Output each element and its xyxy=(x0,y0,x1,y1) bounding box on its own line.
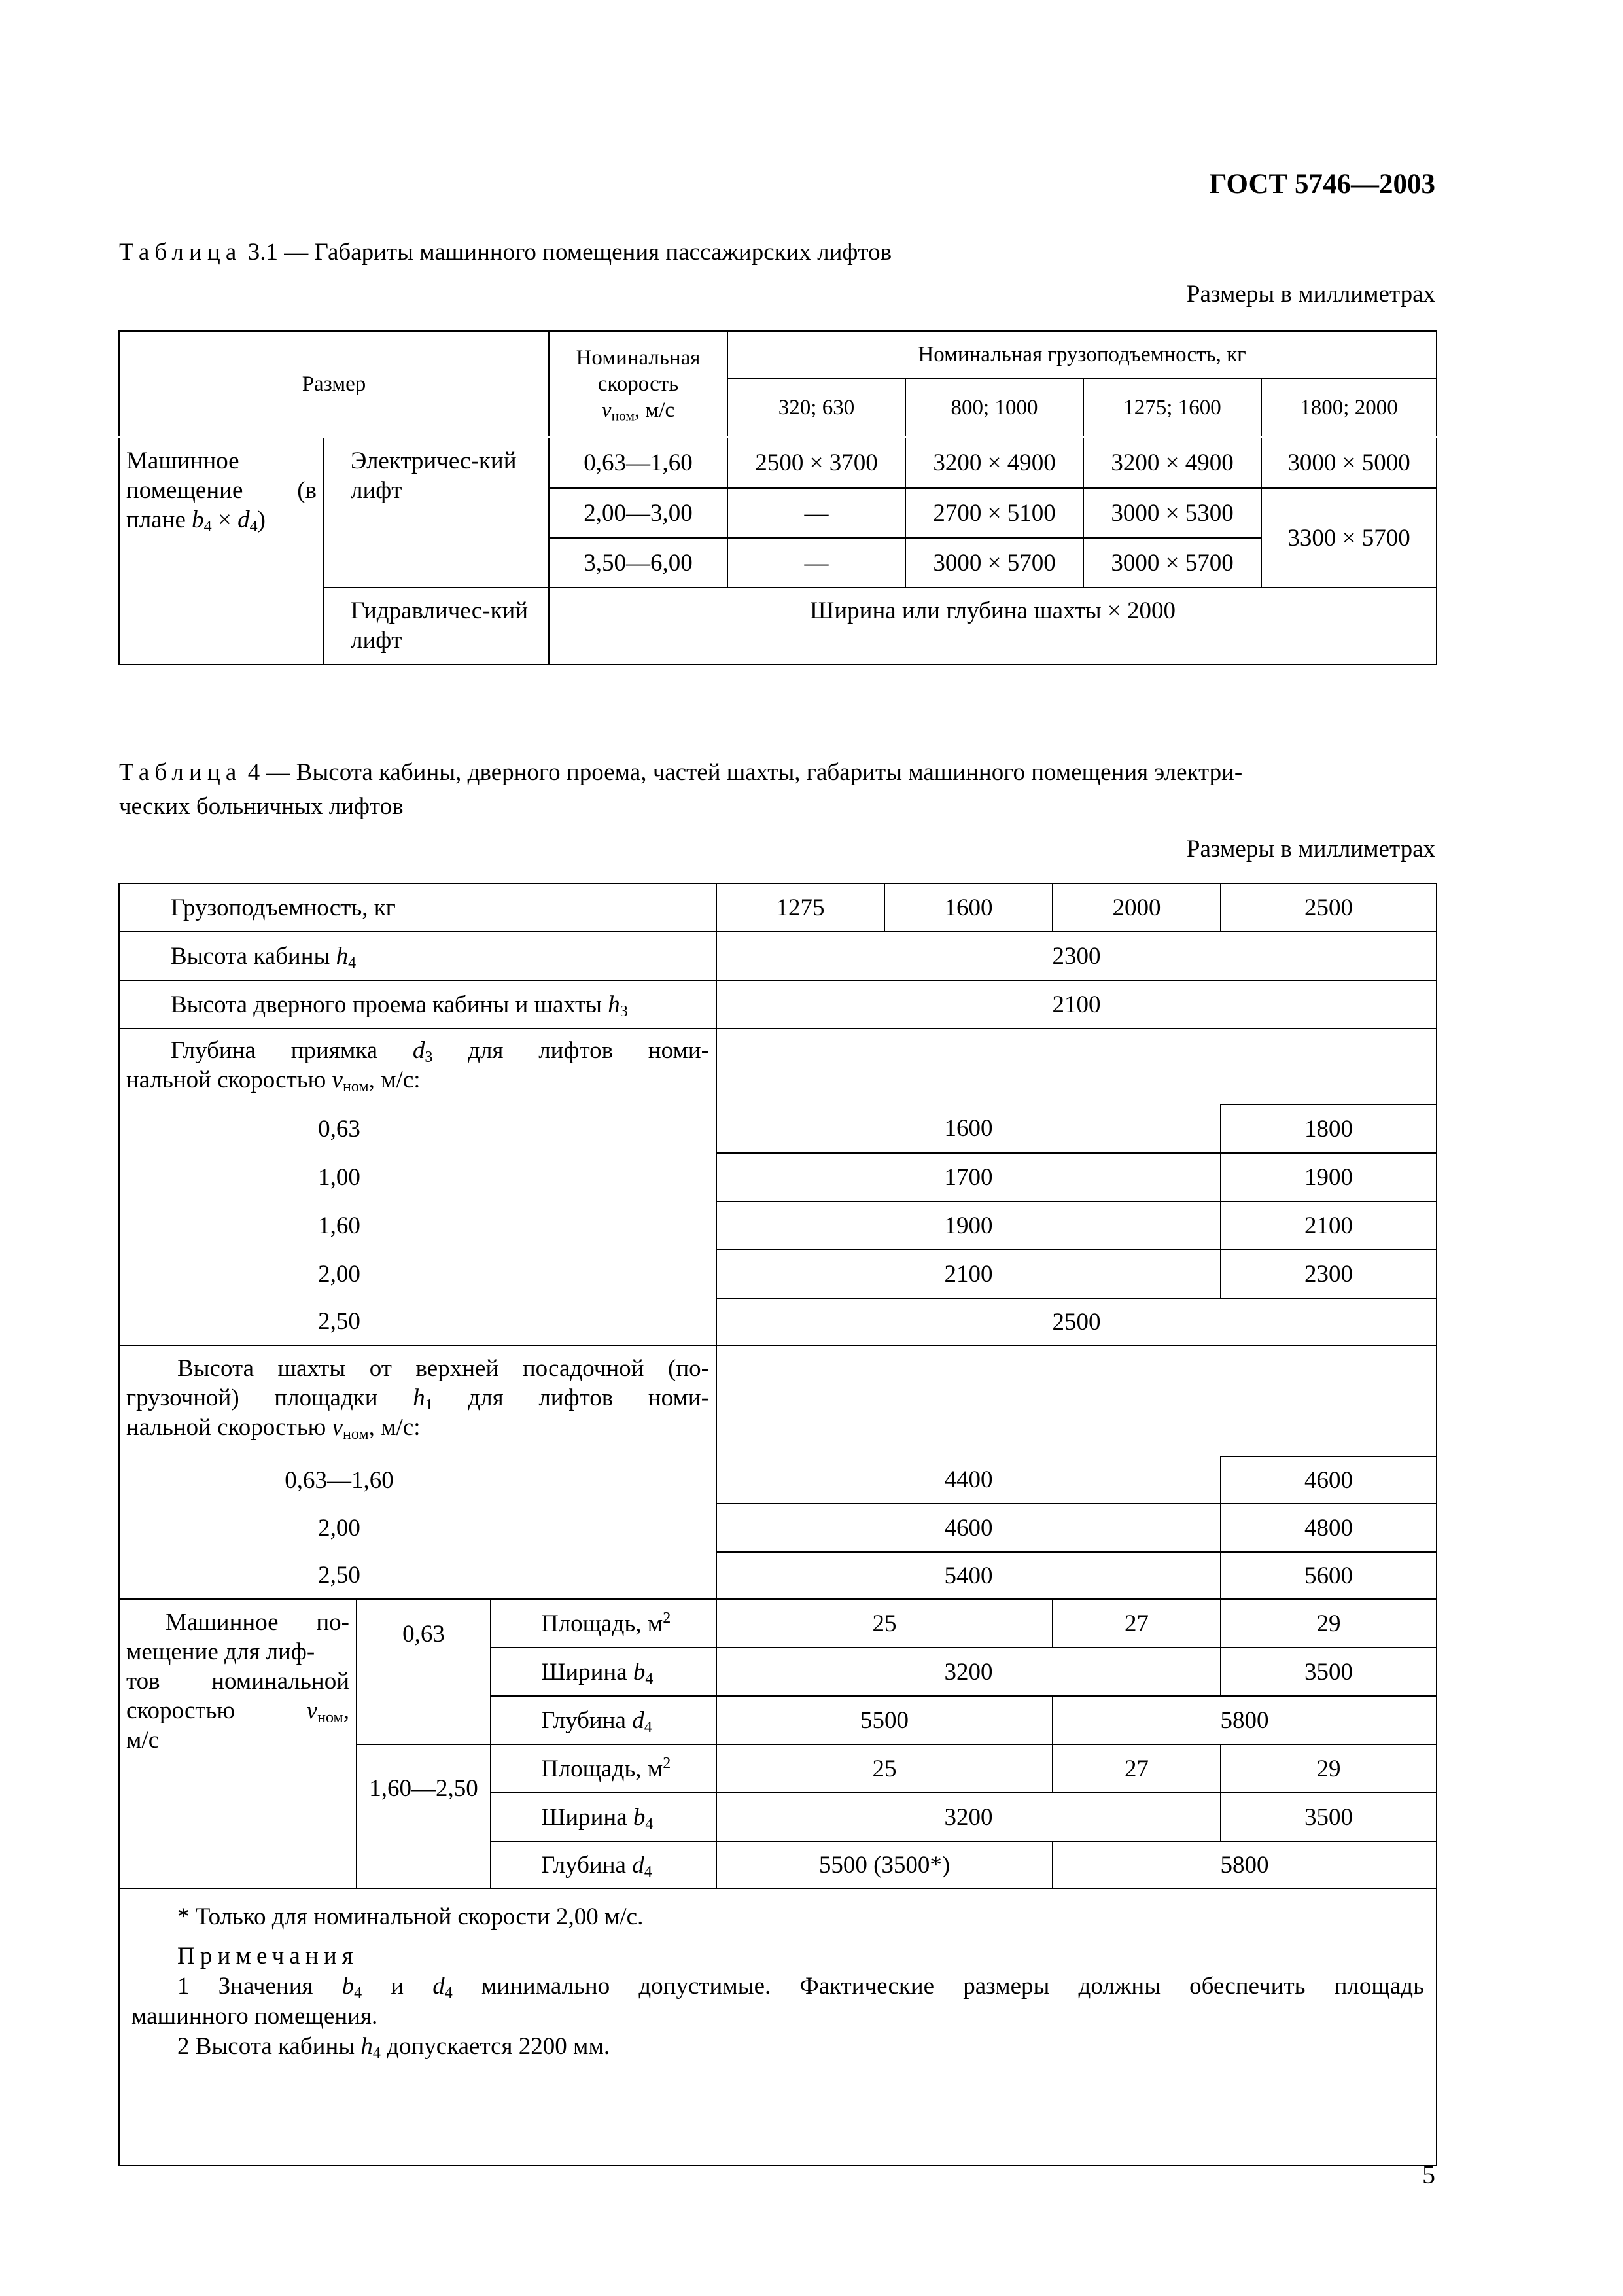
pit-value: 1800 xyxy=(1221,1104,1437,1153)
shaft-value: 5400 xyxy=(716,1552,1221,1599)
header-cap-col: 1800; 2000 xyxy=(1261,378,1437,437)
door-height-label: Высота дверного проема кабины и шахты $h_3$ xyxy=(119,980,716,1029)
pit-value: 1600 xyxy=(716,1104,1221,1153)
mr-value: 5800 xyxy=(1053,1696,1437,1744)
mr-speed: 1,60—2,50 xyxy=(357,1744,491,1888)
capacity-cell: 2000 xyxy=(1053,883,1221,932)
pit-blank xyxy=(716,1029,1437,1104)
header-speed xyxy=(549,331,727,437)
mr-depth-label: Глубина $d_4$ xyxy=(491,1841,716,1888)
mr-line-5: м/с xyxy=(126,1727,160,1754)
note-2: 2 Высота кабины $h_4$ допускается 2200 мм. xyxy=(177,2033,610,2062)
merged-value-cell: 3300 × 5700 xyxy=(1261,488,1437,588)
shaft-line-3: нальной скоростью $v_{ном}$, м/с: xyxy=(126,1414,421,1443)
pit-value: 2100 xyxy=(1221,1201,1437,1250)
value-cell: 3000 × 5000 xyxy=(1261,437,1437,488)
mr-value: 5500 (3500*) xyxy=(716,1841,1053,1888)
document-code: ГОСТ 5746—2003 xyxy=(1209,169,1435,200)
capacity-cell: 1275 xyxy=(716,883,884,932)
header-cap-col: 320; 630 xyxy=(727,378,905,437)
pit-value: 2300 xyxy=(1221,1250,1437,1298)
mr-width-label: Ширина $b_4$ xyxy=(491,1793,716,1841)
pit-speed: 0,63 xyxy=(119,1104,716,1153)
value-cell: 3000 × 5300 xyxy=(1083,488,1261,538)
pit-value: 1900 xyxy=(716,1201,1221,1250)
caption-line-2: ческих больничных лифтов xyxy=(119,793,404,820)
pit-value: 1700 xyxy=(716,1153,1221,1201)
shaft-value: 5600 xyxy=(1221,1552,1437,1599)
mr-value: 5500 xyxy=(716,1696,1053,1744)
table-3-1-units: Размеры в миллиметрах xyxy=(1186,281,1435,308)
pit-value: 1900 xyxy=(1221,1153,1437,1201)
speed-cell: 2,00—3,00 xyxy=(549,488,727,538)
machine-room-label xyxy=(119,1599,357,1888)
value-cell: 3200 × 4900 xyxy=(905,437,1083,488)
value-cell: 2500 × 3700 xyxy=(727,437,905,488)
capacity-cell: 1600 xyxy=(884,883,1053,932)
pit-line-1: Глубина приямка $d_3$ для лифтов номи- xyxy=(171,1037,710,1066)
shaft-value: 4400 xyxy=(716,1457,1221,1504)
table-4-units: Размеры в миллиметрах xyxy=(1186,836,1435,862)
machine-room-label: Машинное помещение (в плане $b_4 \times d_4$) xyxy=(119,437,324,665)
header-speed-l2: скорость xyxy=(597,372,679,396)
pit-speed: 1,00 xyxy=(119,1153,716,1201)
value-cell: 2700 × 5100 xyxy=(905,488,1083,538)
mr-line-3: тов номинальной xyxy=(126,1668,349,1695)
speed-cell: 3,50—6,00 xyxy=(549,538,727,588)
header-speed-l3: $v_{ном}$, м/с xyxy=(601,398,675,423)
shaft-value: 4600 xyxy=(716,1504,1221,1552)
mr-value: 27 xyxy=(1053,1599,1221,1648)
table-3-1 xyxy=(118,330,1437,665)
mr-width-label: Ширина $b_4$ xyxy=(491,1648,716,1696)
header-cap-col: 800; 1000 xyxy=(905,378,1083,437)
mr-line-4: скоростью $v_{ном}$, xyxy=(126,1697,349,1726)
pit-value: 2100 xyxy=(716,1250,1221,1298)
pit-speed: 1,60 xyxy=(119,1201,716,1250)
mr-value: 3200 xyxy=(716,1648,1221,1696)
shaft-speed: 2,00 xyxy=(119,1504,716,1552)
value-cell: 3200 × 4900 xyxy=(1083,437,1261,488)
capacity-label: Грузоподъемность, кг xyxy=(119,883,716,932)
table-4 xyxy=(118,883,1437,2166)
mr-speed: 0,63 xyxy=(357,1599,491,1744)
notes-cell xyxy=(119,1888,1437,2166)
pit-speed: 2,50 xyxy=(119,1298,716,1345)
door-height-value: 2100 xyxy=(716,980,1437,1029)
mr-value: 27 xyxy=(1053,1744,1221,1793)
pit-value: 2500 xyxy=(716,1298,1437,1345)
mr-value: 3500 xyxy=(1221,1793,1437,1841)
mr-value: 25 xyxy=(716,1744,1053,1793)
hydraulic-lift-label: Гидравличес-кий лифт xyxy=(324,588,549,665)
mr-value: 5800 xyxy=(1053,1841,1437,1888)
page-number: 5 xyxy=(1422,2160,1435,2189)
pit-depth-label xyxy=(119,1029,716,1104)
caption-line-1: Таблица 4 — Высота кабины, дверного проема, частей шахты, габариты машинного помещения электри- xyxy=(119,759,1243,786)
header-capacity: Номинальная грузоподъемность, кг xyxy=(727,331,1437,378)
note-1: 1 Значения $b_4$ и $d_4$ минимально допустимые. Фактические размеры должны обеспечить площадь xyxy=(177,1973,1425,2002)
mr-line-2: мещение для лиф- xyxy=(126,1638,315,1665)
value-cell: — xyxy=(727,488,905,538)
mr-value: 29 xyxy=(1221,1744,1437,1793)
header-size: Размер xyxy=(119,331,549,437)
mr-depth-label: Глубина $d_4$ xyxy=(491,1696,716,1744)
shaft-speed: 0,63—1,60 xyxy=(119,1457,716,1504)
hydraulic-value: Ширина или глубина шахты × 2000 xyxy=(549,588,1437,665)
cabin-height-label: Высота кабины $h_4$ xyxy=(119,932,716,980)
pit-line-2: нальной скоростью $v_{ном}$, м/с: xyxy=(126,1067,421,1095)
shaft-value: 4600 xyxy=(1221,1457,1437,1504)
value-cell: 3000 × 5700 xyxy=(1083,538,1261,588)
mr-line-1: Машинное по- xyxy=(166,1609,349,1636)
shaft-line-1: Высота шахты от верхней посадочной (по- xyxy=(177,1355,710,1382)
capacity-cell: 2500 xyxy=(1221,883,1437,932)
note-1-line-2: машинного помещения. xyxy=(131,2003,378,2030)
header-speed-l1: Номинальная xyxy=(576,345,701,370)
speed-cell: 0,63—1,60 xyxy=(549,437,727,488)
mr-value: 3200 xyxy=(716,1793,1221,1841)
notes-title: Примечания xyxy=(177,1943,358,1969)
shaft-value: 4800 xyxy=(1221,1504,1437,1552)
value-cell: — xyxy=(727,538,905,588)
shaft-height-label xyxy=(119,1345,716,1457)
table-3-1-caption xyxy=(119,236,892,270)
shaft-blank xyxy=(716,1345,1437,1457)
shaft-line-2: грузочной) площадки $h_1$ для лифтов номи- xyxy=(126,1385,709,1413)
mr-area-label: Площадь, $м^2$ xyxy=(491,1744,716,1793)
pit-speed: 2,00 xyxy=(119,1250,716,1298)
caption-word: Таблица xyxy=(119,239,242,266)
caption-text: 3.1 — Габариты машинного помещения пассажирских лифтов xyxy=(241,239,892,266)
value-cell: 3000 × 5700 xyxy=(905,538,1083,588)
electric-lift-label: Электричес-кий лифт xyxy=(324,437,549,588)
table-4-caption xyxy=(119,756,1437,824)
mr-area-label: Площадь, $м^2$ xyxy=(491,1599,716,1648)
footnote: * Только для номинальной скорости 2,00 м/с. xyxy=(177,1903,644,1930)
cabin-height-value: 2300 xyxy=(716,932,1437,980)
mr-value: 3500 xyxy=(1221,1648,1437,1696)
shaft-speed: 2,50 xyxy=(119,1552,716,1599)
header-cap-col: 1275; 1600 xyxy=(1083,378,1261,437)
mr-value: 25 xyxy=(716,1599,1053,1648)
mr-value: 29 xyxy=(1221,1599,1437,1648)
